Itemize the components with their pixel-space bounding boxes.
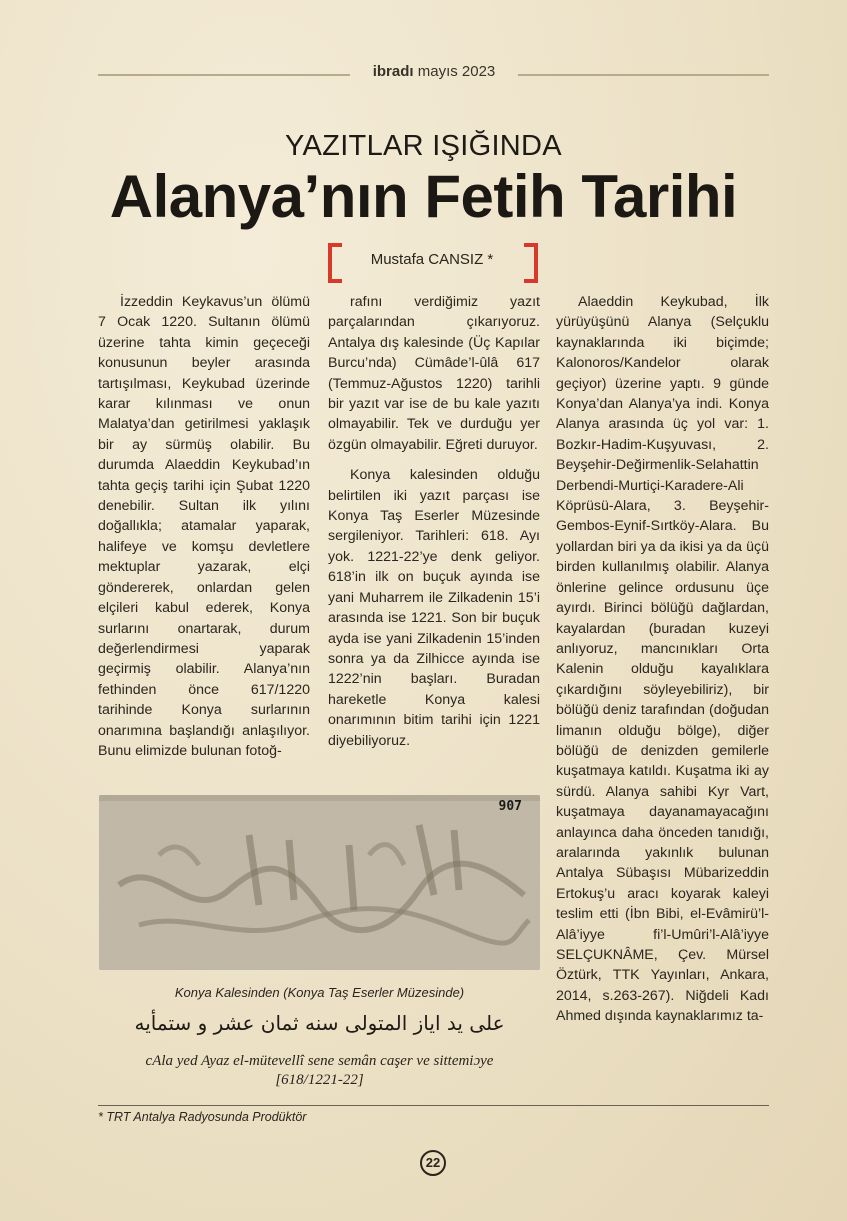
inscription-relief xyxy=(99,795,540,970)
paragraph: Konya kalesinden olduğu belirtilen iki yazıt parçası ise Konya Taş Eserler Müzesinde sergileniyor. Tarihleri: 618. Ayı yok. 1221-22’ye denk geliyor. 618’in ilk on buçuk ayında ise yani Muharrem ile Zilkadenin 15’i arasında ise 1221. Son bir buçuk ayda ise yani Zilkadenin 15’inden sonra ya da Zilhicce ayında ise 1222’nin başları. Buradan hareketle Konya kalesi onarımının bitim tarihi için 1221 diyebiliyoruz. xyxy=(328,467,540,749)
page-number: 22 xyxy=(420,1150,446,1176)
article-title: Alanya’nın Fetih Tarihi xyxy=(109,163,738,230)
issue-date: mayıs 2023 xyxy=(417,63,496,80)
inscription-date: [618/1221-22] xyxy=(275,1072,364,1088)
paragraph: rafını verdiğimiz yazıt parçalarından çıkarıyoruz. Antalya dış kalesinde (Üç Kapılar Burcu’nda) Cümâde’l-ûlâ 617 (Temmuz-Ağustos 1220) tarihli bir yazıt var ise de bu kale yazıtı olmayabilir. Tek ve durduğu yer özgün olmayabilir. Eğreti duruyor. xyxy=(328,294,540,453)
magazine-name: ibradı xyxy=(372,63,414,80)
text-column-2 xyxy=(328,292,540,761)
text-column-1 xyxy=(98,292,310,771)
author-bracket-right xyxy=(524,243,538,283)
article-kicker: YAZITLAR IŞIĞINDA xyxy=(285,130,562,162)
transliteration xyxy=(99,1052,540,1090)
paragraph: İzzeddin Keykavus’un ölümü 7 Ocak 1220. Sultanın ölümü üzerine tahta kimin geçeceği konusunun beyler arasında tartışılması, Keykubad üzerinde karar kılınması ve onun Malatya’dan getirilmesi yaklaşık bir ay sürmüş olabilir. Bu durumda Alaeddin Keykubad’ın tahta geçiş tarihi için Şubat 1220 denebilir. Sultan ilk yılını doğallıkla; atamalar yaparak, halifeye ve komşu devletlere mektuplar yazarak, elçi göndererek, onlardan gelen elçileri kabul ederek, Konya surlarını onartarak, durum değerlendirmesi yaparak geçirmiş olabilir. Alanya’nın fethinden önce 617/1220 tarihinde Konya surlarının onarımına başlandığı anlaşılıyor. Bunu elimizde bulunan fotoğ- xyxy=(98,294,310,759)
footnote-rule xyxy=(98,1105,769,1106)
inventory-number: 907 xyxy=(498,799,522,814)
figure-caption: Konya Kalesinden (Konya Taş Eserler Müzesinde) xyxy=(174,985,465,1000)
paragraph: Alaeddin Keykubad, İlk yürüyüşünü Alanya (Selçuklu kaynaklarında iki biçimde; Kalonoros/Kandelor olarak geçiyor) üzerine yaptı. 9 günde Konya’dan Alanya’ya indi. Konya Alanya arasında üç yol var: 1. Bozkır-Hadim-Kuşyuvası, 2. Beyşehir-Değirmenlik-Selahattin Derbendi-Murtiçi-Karadere-Ali Köprüsü-Alara, 3. Beyşehir-Gembos-Eynif-Sırtköy-Alara. Bu yollardan biri ya da ikisi ya da üçü birden kullanılmış olabilir. Alanya önlerine gelince ordusunu üçe ayırdı. Birinci bölüğü dağlardan, kayalardan (buradan kuzeyi anlıyoruz, mancınıkları Orta Kalenin olduğu kayalıklara çıkardığını söyleyebiliriz), bir bölüğü deniz tarafından (doğudan limanın olduğu bölge), diğer bölüğü de denizden gemilerle kuşatmaya katıldı. Kuşatma iki ay sürdü. Alanya sahibi Kyr Vart, kuşatmaya dayanamayacağını anlayınca daha önceden tanıdığı, aralarında yakınlık bulunan Antalya Sübaşısı Mübarizeddin Ertokuş’u aracı koyarak kaleyi teslim etti (İbn Bibi, el-Evâmirü’l-Alâ’iyye fi’l-Umûri’l-Alâ’iyye SELÇUKNÂME, Çev. Mürsel Öztürk, TTK Yayınları, Ankara, 2014, s.263-267). Niğdeli Kadı Ahmed dışında kaynaklarımız ta- xyxy=(556,294,769,1025)
text-column-3 xyxy=(556,292,769,1037)
header-rule-right xyxy=(518,74,769,76)
transliteration-line: cAla yed Ayaz el-mütevellî sene semân caşer ve sittemiɔye xyxy=(145,1053,494,1069)
running-header xyxy=(356,63,512,80)
inscription-photo xyxy=(99,795,540,970)
footnote: * TRT Antalya Radyosunda Prodüktör xyxy=(98,1110,307,1124)
arabic-inscription-text: على يد اياز المتولى سنه ثمان عشر و ستمأيه xyxy=(134,1011,505,1035)
header-rule-left xyxy=(98,74,350,76)
article-author: Mustafa CANSIZ * xyxy=(370,251,494,268)
